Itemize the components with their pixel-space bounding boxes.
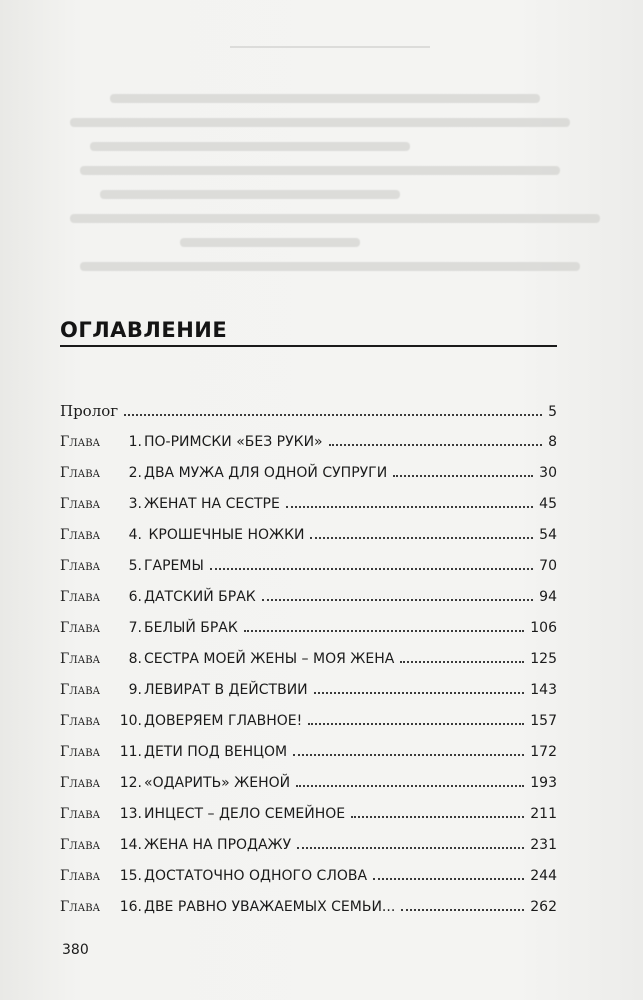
page-number: 380 bbox=[62, 942, 89, 958]
dot-leader bbox=[244, 629, 524, 632]
chapter-prefix: Глава bbox=[60, 744, 101, 760]
chapter-number: 9. bbox=[128, 682, 142, 698]
entry-title: Пролог bbox=[60, 402, 119, 420]
entry-title: «ОДАРИТЬ» ЖЕНОЙ bbox=[144, 775, 291, 791]
dot-leader bbox=[124, 413, 542, 416]
entry-page-number: 143 bbox=[530, 682, 557, 698]
chapter-prefix: Глава bbox=[60, 589, 101, 605]
chapter-number: 11. bbox=[119, 744, 142, 760]
entry-title: ИНЦЕСТ – ДЕЛО СЕМЕЙНОЕ bbox=[144, 806, 346, 822]
toc-entry bbox=[60, 617, 557, 648]
toc-entry bbox=[60, 431, 557, 462]
dot-leader bbox=[373, 877, 524, 880]
chapter-prefix: Глава bbox=[60, 775, 101, 791]
toc-entry bbox=[60, 524, 557, 555]
entry-title: ДОВЕРЯЕМ ГЛАВНОЕ! bbox=[144, 713, 303, 729]
chapter-number: 2. bbox=[128, 465, 142, 481]
dot-leader bbox=[296, 784, 524, 787]
toc-entry bbox=[60, 710, 557, 741]
toc-entry bbox=[60, 555, 557, 586]
toc-entry bbox=[60, 648, 557, 679]
toc-entry bbox=[60, 679, 557, 710]
toc-entry bbox=[60, 586, 557, 617]
dot-leader bbox=[400, 660, 524, 663]
entry-title: СЕСТРА МОЕЙ ЖЕНЫ – МОЯ ЖЕНА bbox=[144, 651, 395, 667]
entry-page-number: 94 bbox=[539, 589, 557, 605]
entry-page-number: 70 bbox=[539, 558, 557, 574]
toc-entry bbox=[60, 741, 557, 772]
entry-title: ДВА МУЖА ДЛЯ ОДНОЙ СУПРУГИ bbox=[144, 465, 388, 481]
toc-entry bbox=[60, 462, 557, 493]
entry-title: ДВЕ РАВНО УВАЖАЕМЫХ СЕМЬИ... bbox=[144, 899, 396, 915]
entry-title: ДАТСКИЙ БРАК bbox=[144, 589, 256, 605]
dot-leader bbox=[351, 815, 524, 818]
chapter-number: 15. bbox=[119, 868, 142, 884]
entry-title: БЕЛЫЙ БРАК bbox=[144, 620, 238, 636]
chapter-number: 13. bbox=[119, 806, 142, 822]
entry-page-number: 45 bbox=[539, 496, 557, 512]
chapter-prefix: Глава bbox=[60, 806, 101, 822]
entry-title: ГАРЕМЫ bbox=[144, 558, 204, 574]
dot-leader bbox=[262, 598, 533, 601]
entry-page-number: 244 bbox=[530, 868, 557, 884]
toc-entry bbox=[60, 834, 557, 865]
dot-leader bbox=[401, 908, 524, 911]
dot-leader bbox=[297, 846, 524, 849]
bleed-through-line bbox=[230, 46, 430, 48]
chapter-number: 16. bbox=[119, 899, 142, 915]
chapter-prefix: Глава bbox=[60, 682, 101, 698]
chapter-prefix: Глава bbox=[60, 465, 101, 481]
entry-page-number: 262 bbox=[530, 899, 557, 915]
dot-leader bbox=[314, 691, 525, 694]
table-of-contents bbox=[60, 400, 557, 927]
toc-entry bbox=[60, 493, 557, 524]
chapter-number: 14. bbox=[119, 837, 142, 853]
entry-page-number: 5 bbox=[548, 404, 557, 420]
chapter-prefix: Глава bbox=[60, 620, 101, 636]
entry-page-number: 106 bbox=[530, 620, 557, 636]
entry-title: ДЕТИ ПОД ВЕНЦОМ bbox=[144, 744, 288, 760]
heading-underline bbox=[60, 345, 557, 347]
chapter-number: 7. bbox=[128, 620, 142, 636]
chapter-prefix: Глава bbox=[60, 899, 101, 915]
entry-page-number: 54 bbox=[539, 527, 557, 543]
entry-title: ПО-РИМСКИ «БЕЗ РУКИ» bbox=[144, 434, 323, 450]
entry-title: ДОСТАТОЧНО ОДНОГО СЛОВА bbox=[144, 868, 368, 884]
entry-title: ЛЕВИРАТ В ДЕЙСТВИИ bbox=[144, 682, 308, 698]
toc-heading-block bbox=[60, 318, 557, 347]
entry-page-number: 193 bbox=[530, 775, 557, 791]
entry-page-number: 157 bbox=[530, 713, 557, 729]
chapter-prefix: Глава bbox=[60, 713, 101, 729]
chapter-prefix: Глава bbox=[60, 651, 101, 667]
chapter-number: 3. bbox=[128, 496, 142, 512]
toc-entry bbox=[60, 400, 557, 431]
entry-page-number: 211 bbox=[530, 806, 557, 822]
chapter-number: 12. bbox=[119, 775, 142, 791]
chapter-prefix: Глава bbox=[60, 558, 101, 574]
chapter-number: 5. bbox=[128, 558, 142, 574]
chapter-prefix: Глава bbox=[60, 496, 101, 512]
entry-title: КРОШЕЧНЫЕ НОЖКИ bbox=[144, 527, 305, 543]
toc-heading: ОГЛАВЛЕНИЕ bbox=[60, 318, 228, 342]
toc-entry bbox=[60, 865, 557, 896]
toc-entry bbox=[60, 803, 557, 834]
entry-page-number: 8 bbox=[548, 434, 557, 450]
dot-leader bbox=[286, 505, 533, 508]
entry-title: ЖЕНАТ НА СЕСТРЕ bbox=[144, 496, 280, 512]
chapter-number: 6. bbox=[128, 589, 142, 605]
entry-page-number: 125 bbox=[530, 651, 557, 667]
dot-leader bbox=[308, 722, 524, 725]
dot-leader bbox=[210, 567, 533, 570]
entry-page-number: 172 bbox=[530, 744, 557, 760]
entry-title: ЖЕНА НА ПРОДАЖУ bbox=[144, 837, 292, 853]
chapter-prefix: Глава bbox=[60, 868, 101, 884]
chapter-prefix: Глава bbox=[60, 527, 101, 543]
dot-leader bbox=[293, 753, 524, 756]
bleed-through-shading bbox=[60, 88, 620, 288]
dot-leader bbox=[329, 443, 542, 446]
toc-entry bbox=[60, 896, 557, 927]
chapter-prefix: Глава bbox=[60, 837, 101, 853]
chapter-number: 1. bbox=[128, 434, 142, 450]
chapter-prefix: Глава bbox=[60, 434, 101, 450]
entry-page-number: 231 bbox=[530, 837, 557, 853]
dot-leader bbox=[393, 474, 533, 477]
chapter-number: 4. bbox=[128, 527, 142, 543]
entry-page-number: 30 bbox=[539, 465, 557, 481]
chapter-number: 10. bbox=[119, 713, 142, 729]
toc-entry bbox=[60, 772, 557, 803]
dot-leader bbox=[310, 536, 533, 539]
chapter-number: 8. bbox=[128, 651, 142, 667]
